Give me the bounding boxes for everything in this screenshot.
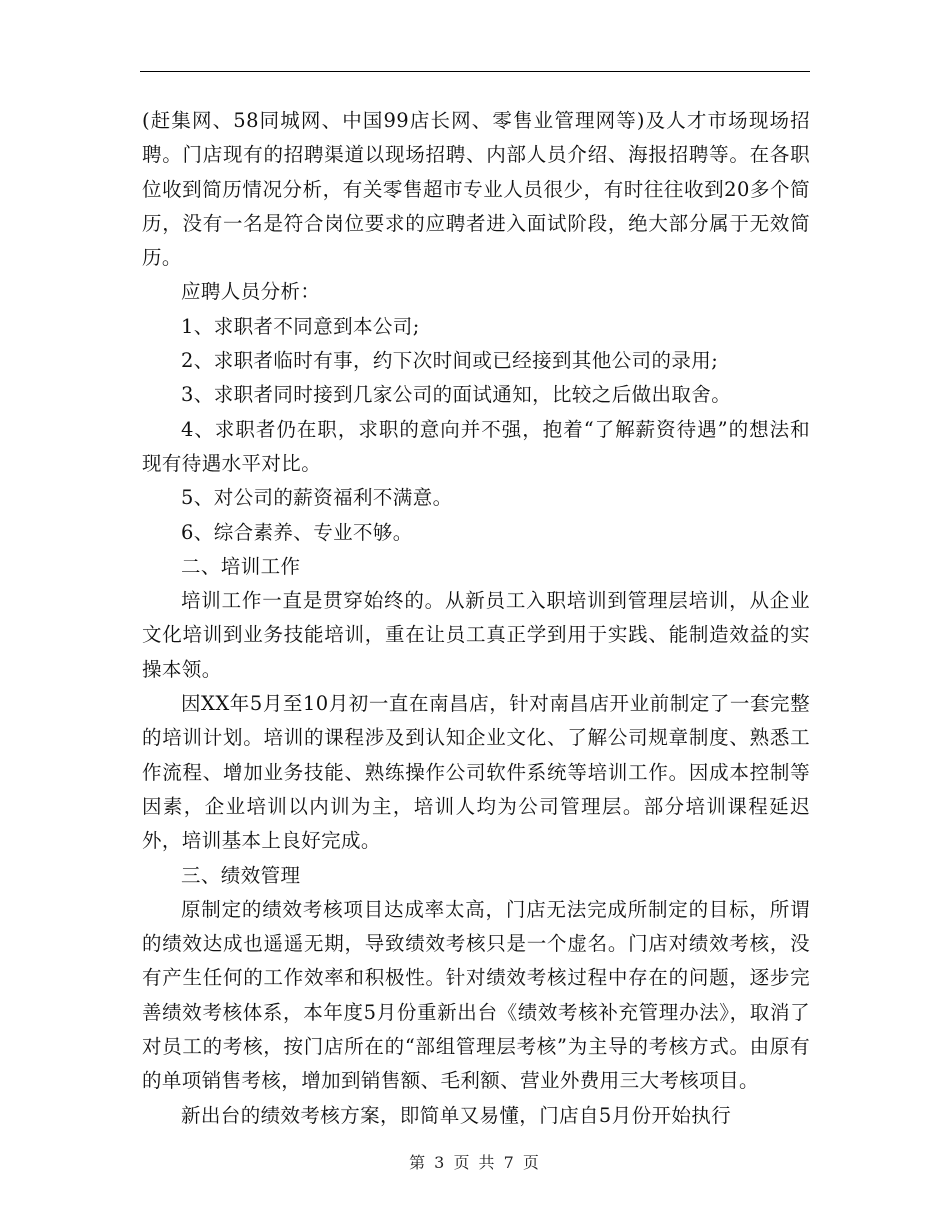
list-item-reason-4: 4、求职者仍在职，求职的意向并不强，抱着“了解薪资待遇”的想法和现有待遇水平对比。	[142, 417, 810, 475]
page-number-footer: 第 3 页 共 7 页	[409, 1153, 541, 1172]
list-item-reason-6: 6、综合素养、专业不够。	[181, 520, 413, 544]
paragraph-performance-review: 原制定的绩效考核项目达成率太高，门店无法完成所制定的目标，所谓的绩效达成也遥遥无期，导致绩效考核只是一个虚名。门店对绩效考核，没有产生任何的工作效率和积极性。针对绩效考核过程中存在的问题，逐步完善绩效考核体系，本年度5月份重新出台《绩效考核补充管理办法》，取消了对员工的考核，按门店所在的“部组管理层考核”为主导的考核方式。由原有的单项销售考核，增加到销售额、毛利额、营业外费用三大考核项目。	[142, 897, 810, 1093]
header-rule	[140, 71, 810, 72]
document-body	[142, 104, 810, 1133]
section-heading-training: 二、培训工作	[181, 554, 301, 578]
paragraph-training-plan: 因XX年5月至10月初一直在南昌店，针对南昌店开业前制定了一套完整的培训计划。培训的课程涉及到认知企业文化、了解公司规章制度、熟悉工作流程、增加业务技能、熟练操作公司软件系统等培训工作。因成本控制等因素，企业培训以内训为主，培训人均为公司管理层。部分培训课程延迟外，培训基本上良好完成。	[142, 692, 810, 853]
list-item-reason-2: 2、求职者临时有事，约下次时间或已经接到其他公司的录用;	[181, 349, 719, 373]
list-item-reason-5: 5、对公司的薪资福利不满意。	[181, 486, 453, 510]
paragraph-applicant-analysis-heading: 应聘人员分析：	[181, 280, 321, 304]
section-heading-performance: 三、绩效管理	[181, 863, 301, 887]
paragraph-training-overview: 培训工作一直是贯穿始终的。从新员工入职培训到管理层培训，从企业文化培训到业务技能培训，重在让员工真正学到用于实践、能制造效益的实操本领。	[142, 589, 810, 681]
paragraph-recruitment-channels: (赶集网、58同城网、中国99店长网、零售业管理网等)及人才市场现场招聘。门店现有的招聘渠道以现场招聘、内部人员介绍、海报招聘等。在各职位收到简历情况分析，有关零售超市专业人员很少，有时往往收到20多个简历，没有一名是符合岗位要求的应聘者进入面试阶段，绝大部分属于无效简历。	[142, 109, 810, 270]
paragraph-new-scheme: 新出台的绩效考核方案，即简单又易懂，门店自5月份开始执行	[181, 1103, 732, 1127]
list-item-reason-1: 1、求职者不同意到本公司;	[181, 314, 420, 338]
list-item-reason-3: 3、求职者同时接到几家公司的面试通知，比较之后做出取舍。	[181, 383, 732, 407]
